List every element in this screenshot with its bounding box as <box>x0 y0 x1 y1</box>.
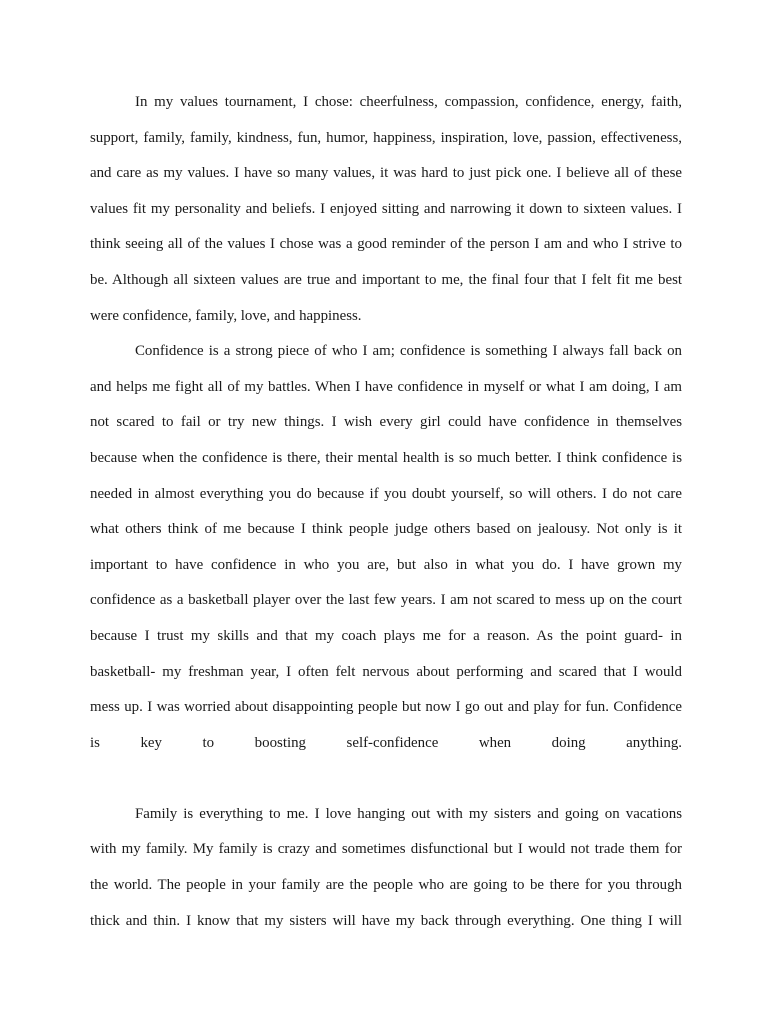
paragraph-line: because I trust my skills and that my coach plays me for a reason. As the point guard- in <box>90 627 682 644</box>
paragraph-line: because when the confidence is there, their mental health is so much better. I think confidence is <box>90 449 682 466</box>
paragraph-line: Confidence is a strong piece of who I am; confidence is something I always fall back on <box>135 343 682 360</box>
paragraph-line: and care as my values. I have so many values, it was hard to just pick one. I believe all of these <box>90 165 682 182</box>
paragraph-line: is key to boosting self-confidence when doing anything. <box>90 734 682 751</box>
paragraph-line: mess up. I was worried about disappointing people but now I go out and play for fun. Confidence <box>90 699 682 716</box>
paragraph-family <box>90 797 682 939</box>
paragraph-values-tournament <box>90 85 682 334</box>
paragraph-line: important to have confidence in who you are, but also in what you do. I have grown my <box>90 556 682 573</box>
paragraph-line: with my family. My family is crazy and sometimes disfunctional but I would not trade them for <box>90 841 682 858</box>
paragraph-line: support, family, family, kindness, fun, humor, happiness, inspiration, love, passion, effectiveness, <box>90 129 682 146</box>
paragraph-line: confidence as a basketball player over the last few years. I am not scared to mess up on the court <box>90 592 682 609</box>
paragraph-line: needed in almost everything you do because if you doubt yourself, so will others. I do not care <box>90 485 682 502</box>
paragraph-line: be. Although all sixteen values are true and important to me, the final four that I felt fit me best <box>90 271 682 288</box>
paragraph-line <box>90 761 682 797</box>
paragraph-line: Family is everything to me. I love hanging out with my sisters and going on vacations <box>135 805 682 822</box>
paragraph-confidence <box>90 334 682 797</box>
paragraph-line: think seeing all of the values I chose was a good reminder of the person I am and who I strive to <box>90 236 682 253</box>
paragraph-line: values fit my personality and beliefs. I enjoyed sitting and narrowing it down to sixteen values. I <box>90 200 682 217</box>
paragraph-line: not scared to fail or try new things. I wish every girl could have confidence in themselves <box>90 414 682 431</box>
paragraph-line: In my values tournament, I chose: cheerfulness, compassion, confidence, energy, faith, <box>135 94 682 110</box>
paragraph-line: what others think of me because I think people judge others based on jealousy. Not only is it <box>90 521 682 538</box>
paragraph-line: and helps me fight all of my battles. When I have confidence in myself or what I am doing, I am <box>90 378 682 395</box>
essay-body <box>90 85 682 939</box>
paragraph-line: the world. The people in your family are the people who are going to be there for you through <box>90 877 682 894</box>
paragraph-line: thick and thin. I know that my sisters will have my back through everything. One thing I will <box>90 912 682 929</box>
paragraph-line: basketball- my freshman year, I often felt nervous about performing and scared that I would <box>90 663 682 680</box>
paragraph-line: were confidence, family, love, and happiness. <box>90 307 362 324</box>
